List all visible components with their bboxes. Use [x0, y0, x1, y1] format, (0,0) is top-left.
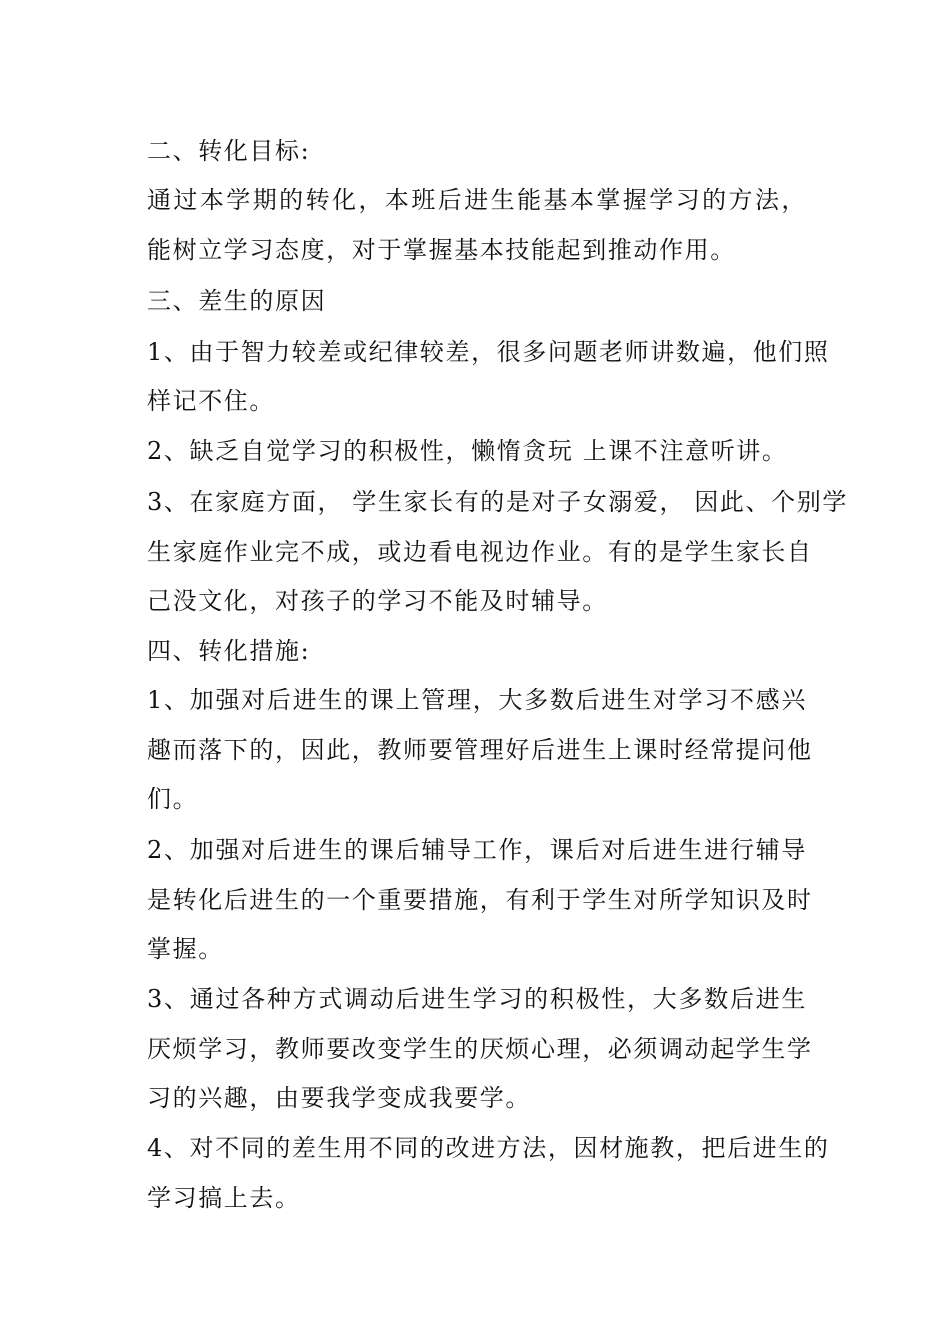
paragraph-line: 学习搞上去。: [147, 1184, 301, 1212]
paragraph-line: 2、缺乏自觉学习的积极性，懒惰贪玩 上课不注意听讲。: [147, 437, 788, 465]
paragraph-line: 样记不住。: [147, 387, 275, 415]
paragraph-line: 2、加强对后进生的课后辅导工作，课后对后进生进行辅导: [147, 836, 807, 864]
section-heading-goals: 二、转化目标:: [147, 137, 311, 165]
paragraph-line: 能树立学习态度，对于掌握基本技能起到推动作用。: [147, 236, 736, 264]
paragraph-line: 己没文化，对孩子的学习不能及时辅导。: [147, 587, 608, 615]
section-heading-causes: 三、差生的原因: [147, 287, 327, 315]
section-heading-measures: 四、转化措施:: [147, 637, 311, 665]
paragraph-line: 1、加强对后进生的课上管理，大多数后进生对学习不感兴: [147, 686, 807, 714]
paragraph-line: 4、对不同的差生用不同的改进方法，因材施教，把后进生的: [147, 1134, 830, 1162]
paragraph-line: 们。: [147, 785, 199, 813]
paragraph-line: 通过本学期的转化，本班后进生能基本掌握学习的方法，: [147, 186, 807, 214]
paragraph-line: 3、通过各种方式调动后进生学习的积极性，大多数后进生: [147, 985, 807, 1013]
paragraph-line: 生家庭作业完不成，或边看电视边作业。有的是学生家长自: [147, 538, 813, 566]
paragraph-line: 掌握。: [147, 935, 224, 963]
paragraph-line: 是转化后进生的一个重要措施，有利于学生对所学知识及时: [147, 886, 813, 914]
paragraph-line: 3、在家庭方面， 学生家长有的是对子女溺爱， 因此、个别学: [147, 488, 848, 516]
paragraph-line: 趣而落下的，因此，教师要管理好后进生上课时经常提问他: [147, 736, 813, 764]
paragraph-line: 习的兴趣，由要我学变成我要学。: [147, 1084, 531, 1112]
paragraph-line: 1、由于智力较差或纪律较差，很多问题老师讲数遍，他们照: [147, 338, 830, 366]
paragraph-line: 厌烦学习，教师要改变学生的厌烦心理，必须调动起学生学: [147, 1035, 813, 1063]
